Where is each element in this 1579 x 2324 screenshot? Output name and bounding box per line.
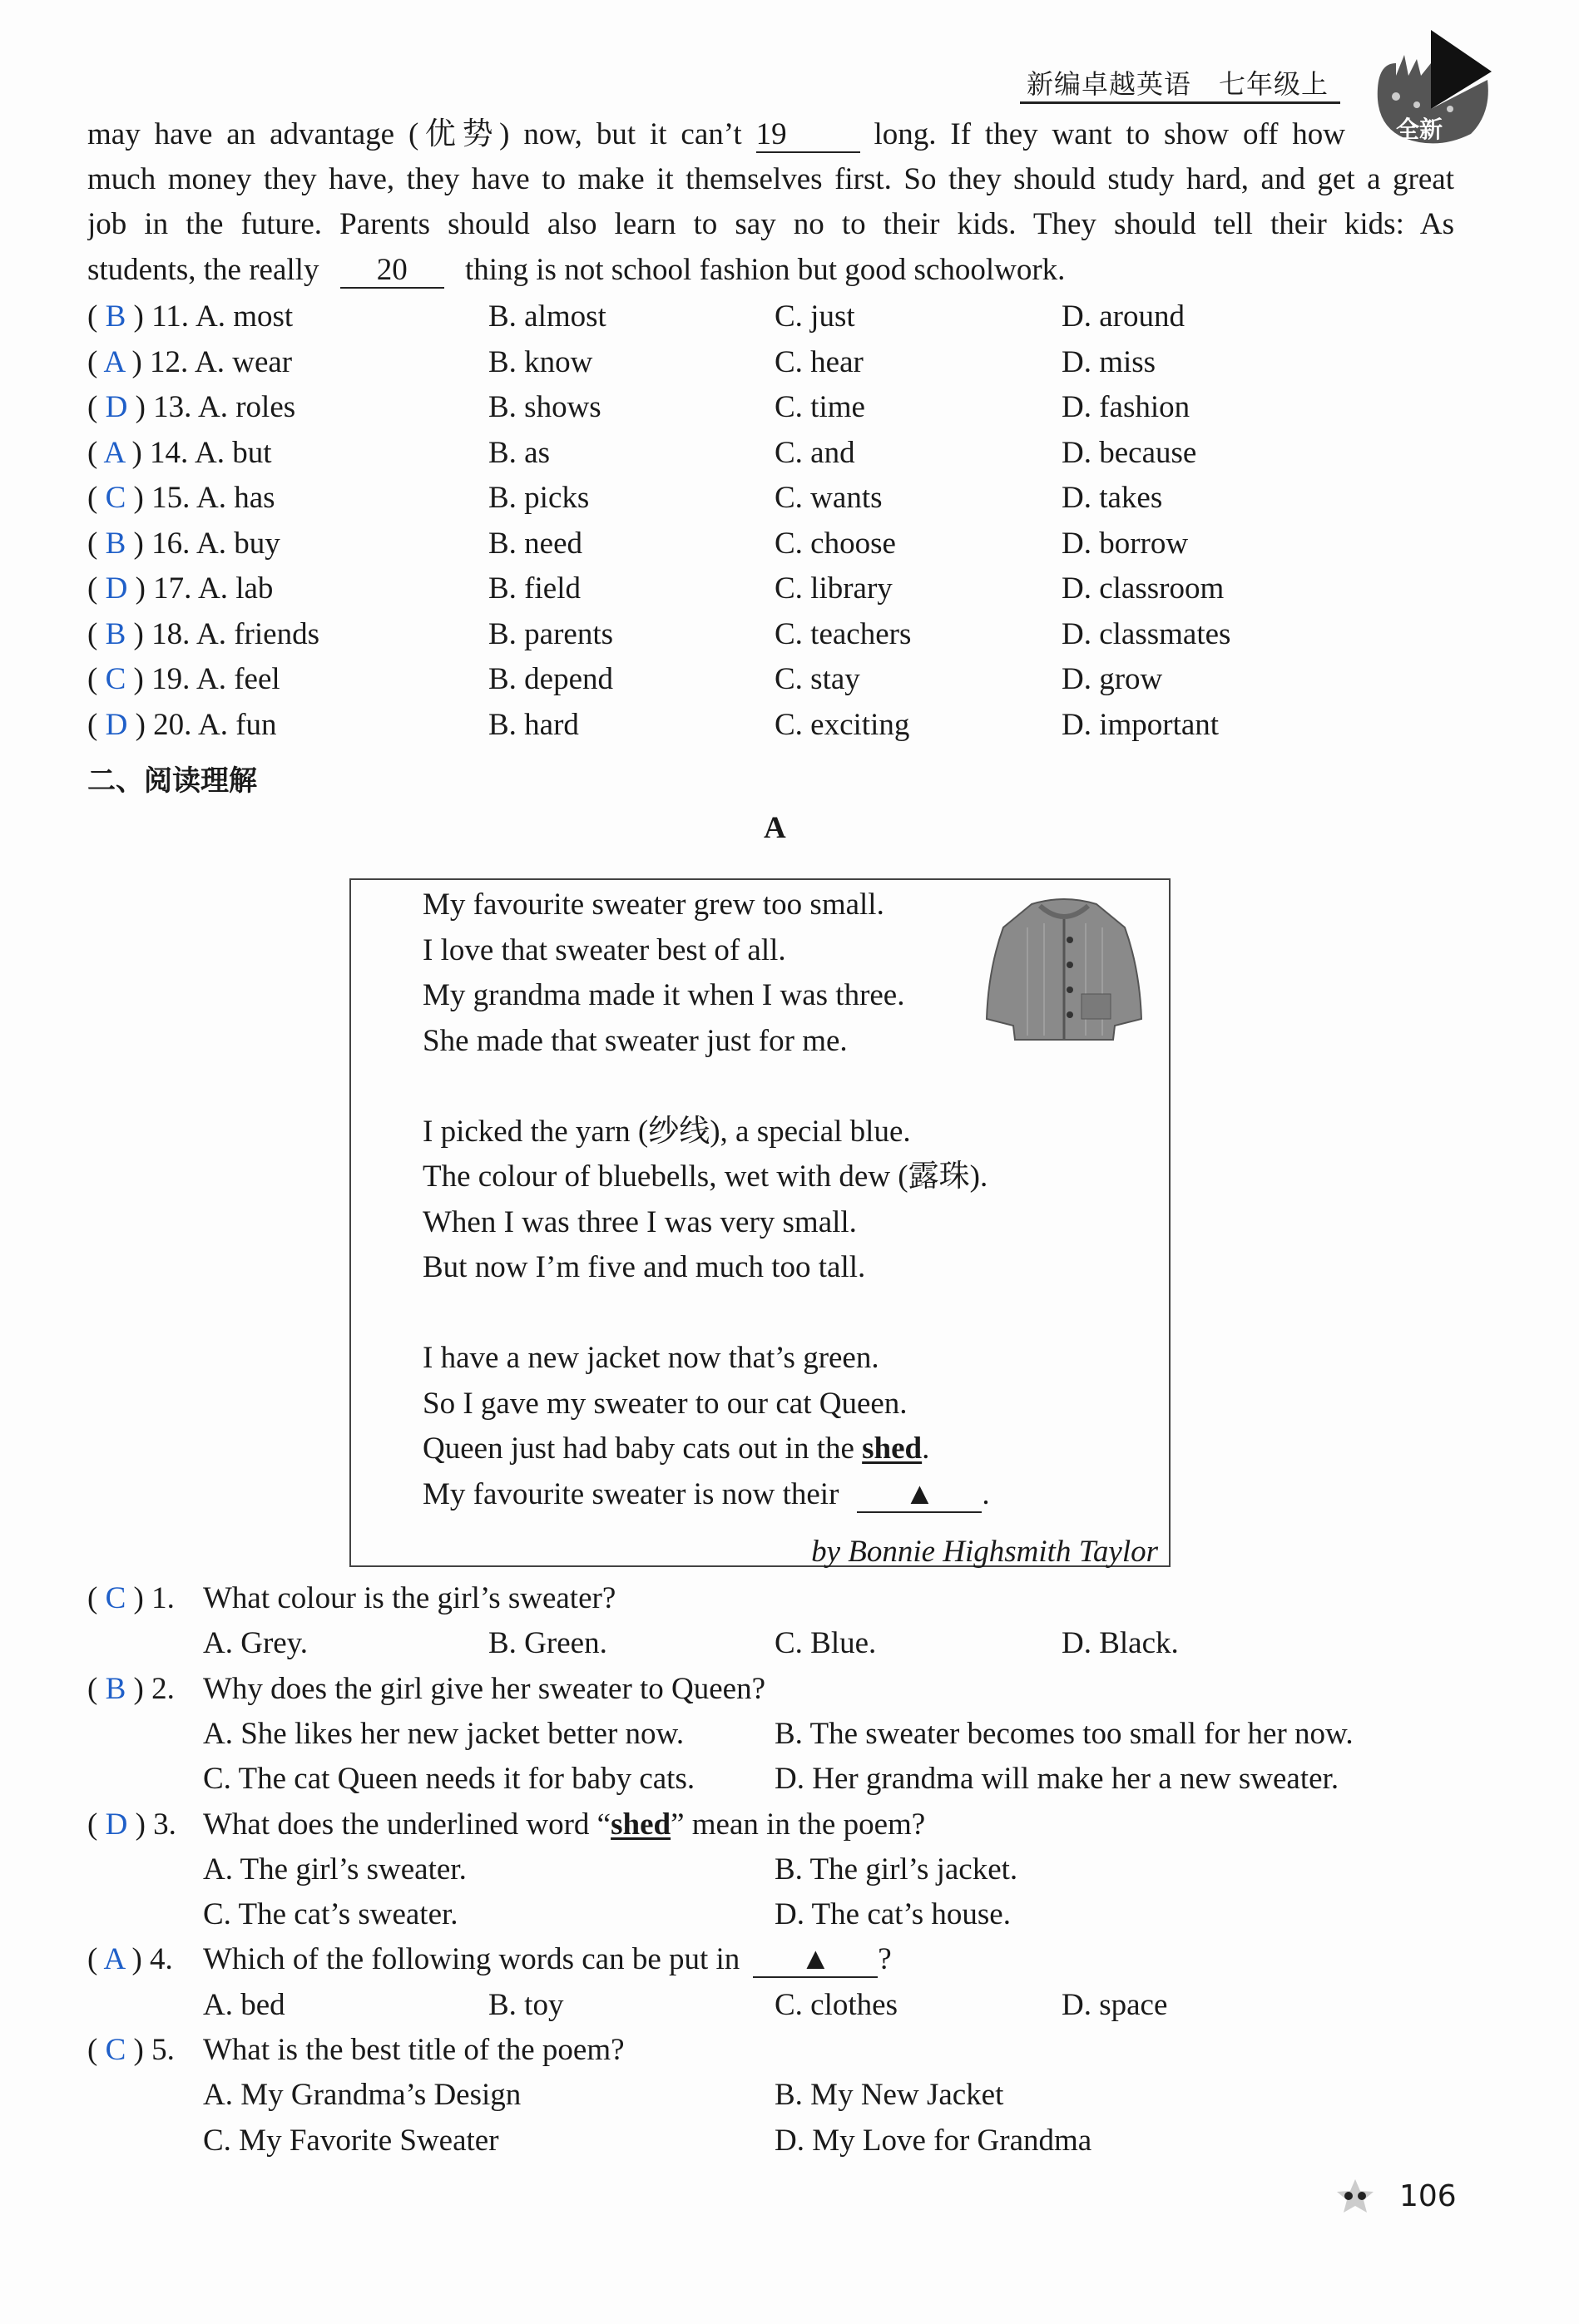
- question-row: [87, 1667, 1452, 1712]
- passage-line: job in the future. Parents should also learn to say no to their kids. They should tell their kids: As: [87, 207, 1454, 241]
- poem-line: [423, 1472, 990, 1517]
- option-a: A. My Grandma’s Design: [203, 2078, 522, 2113]
- badge-label: 全新: [1396, 116, 1443, 143]
- cloze-row: [87, 431, 1452, 476]
- question-text-part: Which of the following words can be put in: [203, 1942, 740, 1977]
- question-text-part: ” mean in the poem?: [671, 1807, 926, 1842]
- question-text-part: What does the underlined word “: [203, 1807, 611, 1842]
- option-d: D. Her grandma will make her a new sweater.: [775, 1762, 1339, 1797]
- option-d: D. takes: [1062, 481, 1163, 515]
- cloze-row: [87, 340, 1452, 385]
- poem-line: When I was three I was very small.: [423, 1204, 857, 1239]
- underlined-word-shed: shed: [862, 1431, 923, 1466]
- option-d: D. classmates: [1062, 616, 1231, 651]
- question-number: 1.: [151, 1581, 175, 1615]
- option-b: B. toy: [488, 1987, 564, 2022]
- poem-line: She made that sweater just for me.: [423, 1023, 848, 1058]
- question-number: 14.: [150, 435, 189, 470]
- option-b: B. need: [488, 526, 583, 561]
- option-row: [87, 2073, 1452, 2118]
- option-d: D. classroom: [1062, 571, 1225, 606]
- blank-20: 20: [340, 254, 444, 289]
- question-number: 18.: [151, 616, 191, 651]
- option-a: A. She likes her new jacket better now.: [203, 1716, 685, 1751]
- cloze-row: [87, 566, 1452, 611]
- cloze-row: [87, 703, 1452, 748]
- answer-letter: A: [103, 1942, 125, 1977]
- answer-letter: B: [105, 1671, 126, 1706]
- question-number: 13.: [153, 390, 192, 424]
- option-c: C. stay: [775, 662, 860, 696]
- poem-line: I have a new jacket now that’s green.: [423, 1341, 879, 1375]
- poem-text: .: [922, 1431, 930, 1466]
- option-c: C. and: [775, 435, 855, 470]
- question-number: 5.: [151, 2033, 175, 2067]
- option-c: C. clothes: [775, 1987, 898, 2022]
- option-a: A. feel: [196, 662, 280, 696]
- option-a: A. buy: [196, 526, 280, 561]
- option-row: [87, 1621, 1452, 1666]
- question-text: Why does the girl give her sweater to Queen?: [203, 1671, 766, 1706]
- option-c: C. Blue.: [775, 1626, 877, 1661]
- option-a: A. most: [196, 299, 294, 334]
- answer-prefix: ( A ) 12.: [87, 344, 189, 379]
- option-a: A. fun: [198, 707, 277, 742]
- option-d: D. around: [1062, 299, 1185, 334]
- answer-letter: B: [105, 526, 126, 561]
- answer-letter: D: [105, 707, 128, 742]
- answer-prefix: ( B ) 2.: [87, 1671, 175, 1706]
- question-text: What colour is the girl’s sweater?: [203, 1581, 616, 1615]
- cloze-row: [87, 385, 1452, 430]
- option-d: D. Black.: [1062, 1626, 1179, 1661]
- answer-prefix: ( B ) 18.: [87, 616, 191, 651]
- option-c: C. The cat’s sweater.: [203, 1897, 458, 1932]
- answer-letter: C: [105, 2033, 126, 2067]
- star-mascot-icon: [1335, 2178, 1375, 2214]
- poem-line: [423, 1427, 929, 1471]
- answer-letter: C: [105, 1581, 126, 1615]
- passage-line: much money they have, they have to make it themselves first. So they should study hard, and get a great: [87, 162, 1454, 196]
- answer-letter: A: [103, 344, 125, 379]
- option-c: C. My Favorite Sweater: [203, 2123, 499, 2158]
- option-b: B. as: [488, 435, 550, 470]
- answer-prefix: ( A ) 14.: [87, 435, 189, 470]
- question-number: 12.: [150, 344, 189, 379]
- option-b: B. know: [488, 344, 593, 379]
- answer-prefix: ( C ) 15.: [87, 481, 191, 515]
- option-d: D. space: [1062, 1987, 1168, 2022]
- question-text: [203, 1937, 892, 1982]
- poem-line: I picked the yarn (纱线), a special blue.: [423, 1114, 911, 1149]
- option-b: B. The sweater becomes too small for her now.: [775, 1716, 1354, 1751]
- question-number: 3.: [153, 1807, 176, 1842]
- answer-prefix: ( D ) 20.: [87, 707, 192, 742]
- answer-letter: D: [105, 390, 128, 424]
- option-b: B. Green.: [488, 1626, 607, 1661]
- poem-line: So I gave my sweater to our cat Queen.: [423, 1386, 908, 1421]
- underlined-word-shed: shed: [611, 1807, 671, 1842]
- question-text: What is the best title of the poem?: [203, 2033, 625, 2067]
- passage-line: [87, 112, 1345, 157]
- question-number: 20.: [153, 707, 192, 742]
- cloze-row: [87, 657, 1452, 702]
- option-a: A. roles: [198, 390, 296, 424]
- answer-prefix: ( D ) 3.: [87, 1807, 176, 1842]
- passage-text: students, the really: [87, 253, 319, 287]
- option-d: D. My Love for Grandma: [775, 2123, 1092, 2158]
- option-a: A. friends: [196, 616, 319, 651]
- option-b: B. shows: [488, 390, 601, 424]
- passage-text: long. If they want to show off how: [874, 117, 1345, 151]
- poem-text: .: [982, 1476, 990, 1511]
- poem-line: My favourite sweater grew too small.: [423, 888, 884, 922]
- question-number: 17.: [153, 571, 192, 606]
- poem-text: My favourite sweater is now their: [423, 1476, 839, 1511]
- question-text: [203, 1802, 925, 1847]
- option-b: B. depend: [488, 662, 614, 696]
- answer-letter: D: [105, 1807, 128, 1842]
- option-b: B. The girl’s jacket.: [775, 1852, 1018, 1886]
- option-b: B. My New Jacket: [775, 2078, 1004, 2113]
- option-d: D. borrow: [1062, 526, 1189, 561]
- sweater-image: [982, 894, 1146, 1046]
- option-a: A. has: [196, 481, 275, 515]
- answer-letter: D: [105, 571, 128, 606]
- option-row: [87, 1757, 1452, 1802]
- option-row: [87, 1892, 1452, 1937]
- option-c: C. wants: [775, 481, 883, 515]
- cloze-row: [87, 522, 1452, 566]
- part-label: A: [764, 811, 786, 845]
- answer-letter: A: [103, 435, 125, 470]
- answer-prefix: ( B ) 11.: [87, 299, 189, 334]
- option-b: B. picks: [488, 481, 590, 515]
- question-row: [87, 1802, 1452, 1847]
- option-a: A. lab: [198, 571, 274, 606]
- question-row: [87, 1576, 1452, 1621]
- question-blank: ▲: [753, 1943, 878, 1978]
- option-d: D. miss: [1062, 344, 1156, 379]
- passage-text: thing is not school fashion but good schoolwork.: [464, 253, 1066, 287]
- option-d: D. because: [1062, 435, 1197, 470]
- question-number: 2.: [151, 1671, 175, 1706]
- answer-letter: B: [105, 299, 126, 334]
- answer-prefix: ( A ) 4.: [87, 1942, 173, 1977]
- option-c: C. teachers: [775, 616, 912, 651]
- answer-prefix: ( C ) 1.: [87, 1581, 175, 1615]
- answer-letter: C: [105, 481, 126, 515]
- option-a: A. bed: [203, 1987, 285, 2022]
- passage-line: [87, 248, 1065, 293]
- option-c: C. The cat Queen needs it for baby cats.: [203, 1762, 695, 1797]
- option-row: [87, 2119, 1452, 2163]
- answer-letter: B: [105, 616, 126, 651]
- book-title: 新编卓越英语 七年级上: [1020, 67, 1340, 104]
- option-b: B. parents: [488, 616, 614, 651]
- question-text-part: ?: [878, 1942, 892, 1977]
- answer-prefix: ( C ) 5.: [87, 2033, 175, 2067]
- cloze-row: [87, 612, 1452, 657]
- answer-prefix: ( C ) 19.: [87, 662, 191, 696]
- question-number: 4.: [150, 1942, 173, 1977]
- option-row: [87, 1712, 1452, 1757]
- option-a: A. Grey.: [203, 1626, 309, 1661]
- option-row: [87, 1847, 1452, 1892]
- answer-prefix: ( D ) 17.: [87, 571, 192, 606]
- option-b: B. hard: [488, 707, 579, 742]
- option-a: A. but: [195, 435, 272, 470]
- poem-byline: by Bonnie Highsmith Taylor: [811, 1535, 1158, 1570]
- page-number: 106: [1399, 2179, 1457, 2213]
- option-c: C. choose: [775, 526, 896, 561]
- section-heading: 二、阅读理解: [87, 764, 257, 798]
- option-b: B. almost: [488, 299, 606, 334]
- option-c: C. hear: [775, 344, 864, 379]
- option-c: C. exciting: [775, 707, 910, 742]
- question-number: 11.: [151, 299, 189, 334]
- question-number: 19.: [151, 662, 191, 696]
- poem-line: I love that sweater best of all.: [423, 932, 786, 967]
- question-number: 15.: [151, 481, 191, 515]
- book-badge-logo: [1371, 30, 1496, 151]
- poem-text: Queen just had baby cats out in the: [423, 1431, 863, 1466]
- passage-text: may have an advantage (优势) now, but it can’t: [87, 117, 742, 151]
- option-c: C. just: [775, 299, 855, 334]
- poem-line: The colour of bluebells, wet with dew (露珠).: [423, 1160, 988, 1194]
- poem-blank: ▲: [857, 1478, 982, 1513]
- poem-line: My grandma made it when I was three.: [423, 978, 905, 1012]
- option-a: A. wear: [195, 344, 293, 379]
- option-row: [87, 1983, 1452, 2028]
- question-row: [87, 2028, 1452, 2073]
- option-c: C. time: [775, 390, 865, 424]
- cloze-row: [87, 294, 1452, 339]
- option-d: D. The cat’s house.: [775, 1897, 1011, 1932]
- option-a: A. The girl’s sweater.: [203, 1852, 467, 1886]
- cloze-row: [87, 476, 1452, 521]
- answer-prefix: ( B ) 16.: [87, 526, 191, 561]
- blank-19: 19: [756, 118, 860, 153]
- option-b: B. field: [488, 571, 581, 606]
- answer-letter: C: [105, 662, 126, 696]
- question-row: [87, 1937, 1452, 1982]
- question-number: 16.: [151, 526, 191, 561]
- option-d: D. fashion: [1062, 390, 1190, 424]
- answer-prefix: ( D ) 13.: [87, 390, 192, 424]
- poem-line: But now I’m five and much too tall.: [423, 1250, 866, 1284]
- option-c: C. library: [775, 571, 893, 606]
- option-d: D. important: [1062, 707, 1220, 742]
- option-d: D. grow: [1062, 662, 1163, 696]
